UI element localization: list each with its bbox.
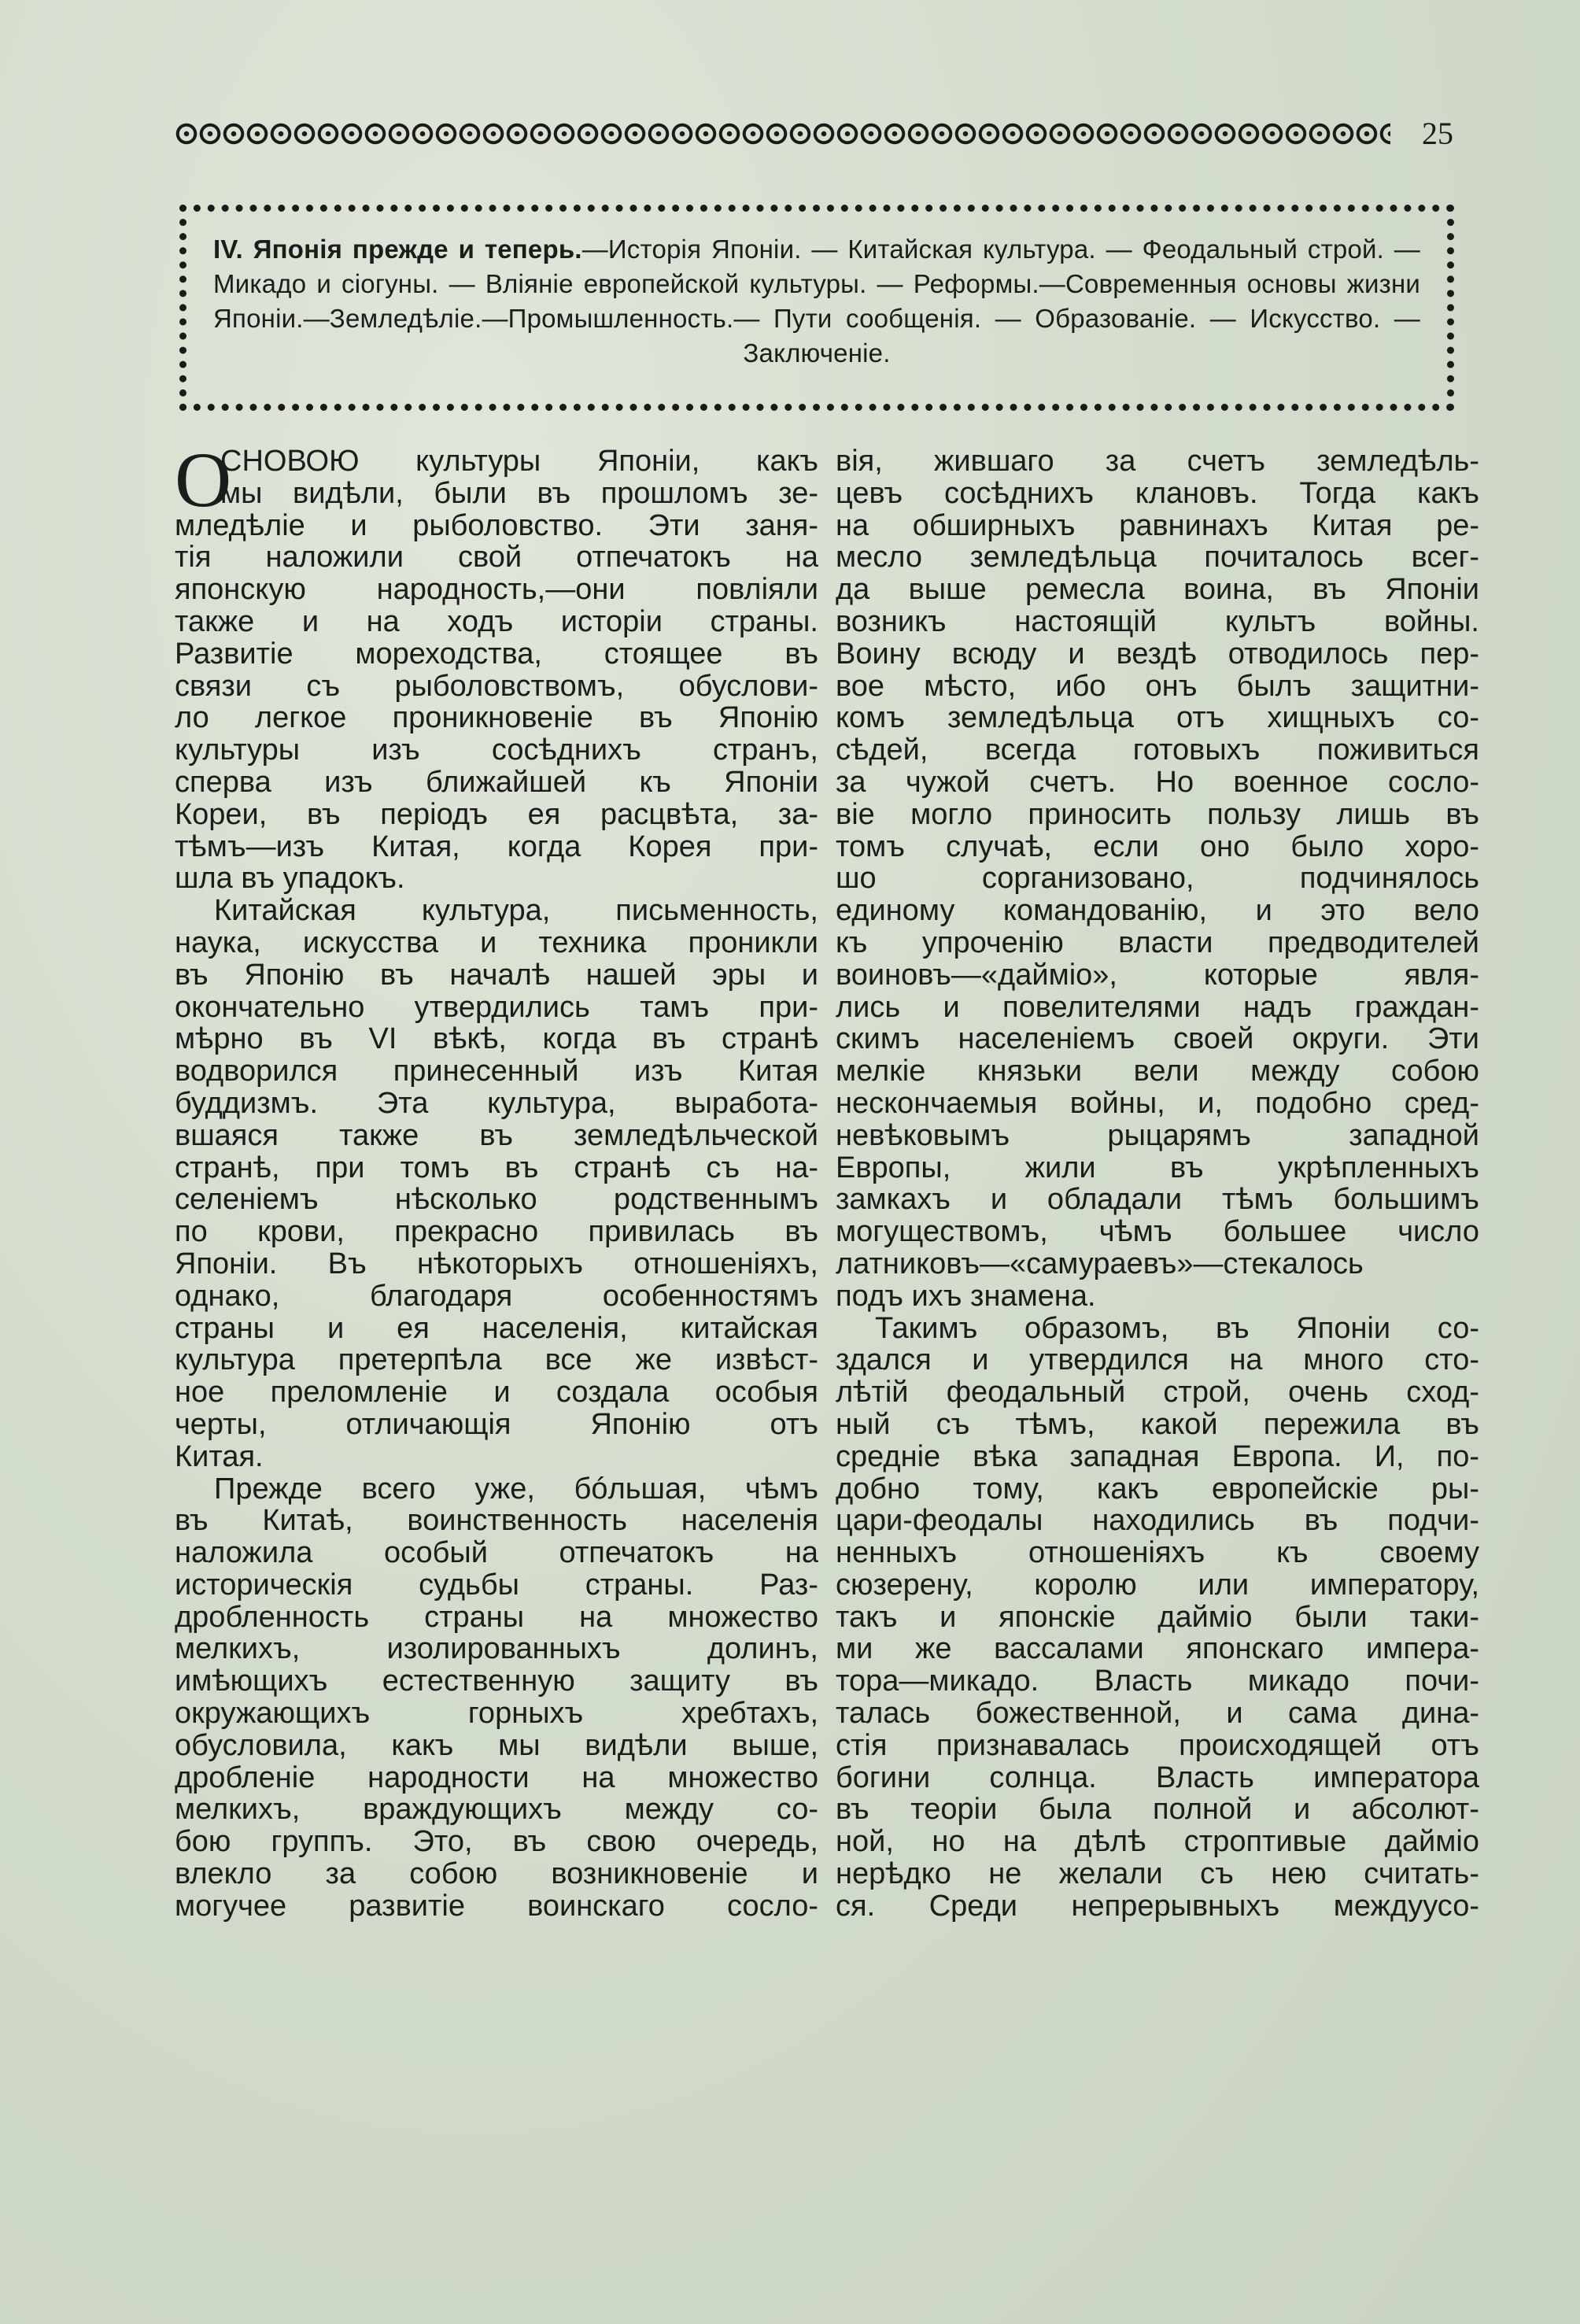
chapter-topics: —Исторія Японіи. — Китайская культура. — Феодальный строй. — Микадо и сіогуны. — Вліяніе европейской культуры. — Реформы.—Современныя основы жизни Японіи.—Земледѣліе.—Промышленность.— Пути сообщенія. — Образованіе. — Искусство. — Заключеніе. — [213, 235, 1420, 368]
text-column-left — [175, 436, 818, 1923]
text-line: тора—микадо. Власть микадо почи- — [836, 1664, 1479, 1698]
text-line: къ упроченію власти предводителей — [836, 926, 1479, 959]
text-line: Китая. — [175, 1439, 264, 1473]
text-line: единому командованію, и это вело — [836, 894, 1479, 928]
text-line: имѣющихъ естественную защиту въ — [175, 1664, 818, 1698]
text-line: тія наложили свой отпечатокъ на — [175, 541, 818, 575]
text-line: черты, отличающія Японію отъ — [175, 1407, 818, 1441]
text-line: лѣтій феодальный строй, очень сход- — [836, 1376, 1479, 1410]
text-line: месло земледѣльца почиталось всег- — [836, 541, 1479, 575]
text-line: ное преломленіе и создала особыя — [175, 1376, 818, 1410]
text-line: дробленіе народности на множество — [175, 1761, 818, 1794]
drop-cap: О — [175, 436, 232, 523]
text-line: невѣковымъ рыцарямъ западной — [836, 1118, 1479, 1152]
text-line: вое мѣсто, ибо онъ былъ защитни- — [836, 669, 1479, 703]
text-line: шла въ упадокъ. — [175, 862, 405, 896]
text-line: мледѣліе и рыболовство. Эти заня- — [175, 508, 818, 542]
text-line: средніе вѣка западная Европа. И, по- — [836, 1439, 1479, 1473]
text-line: буддизмъ. Эта культура, выработа- — [175, 1086, 818, 1120]
text-line: ло легкое проникновеніе въ Японію — [175, 701, 818, 735]
text-line: СНОВОЮ культуры Японіи, какъ — [220, 445, 818, 478]
page-header — [175, 118, 1473, 151]
text-line: страны и ея населенія, китайская — [175, 1311, 818, 1345]
text-line: сѣдей, всегда готовыхъ поживиться — [836, 733, 1479, 767]
text-column-right — [836, 445, 1479, 1923]
text-line: окружающихъ горныхъ хребтахъ, — [175, 1697, 818, 1731]
text-line: нерѣдко не желали съ нею считать- — [836, 1857, 1479, 1891]
text-line: тѣмъ—изъ Китая, когда Корея при- — [175, 829, 818, 863]
text-line: водворился принесенный изъ Китая — [175, 1055, 818, 1088]
text-line: историческія судьбы страны. Раз- — [175, 1568, 818, 1602]
page-number: 25 — [1422, 116, 1453, 151]
text-line: могуществомъ, чѣмъ большее число — [836, 1215, 1479, 1249]
text-line: добно тому, какъ европейскіе ры- — [836, 1472, 1479, 1506]
text-line: мелкіе князьки вели между собою — [836, 1055, 1479, 1088]
text-line: замкахъ и обладали тѣмъ большимъ — [836, 1183, 1479, 1217]
ornamental-rule — [175, 123, 1390, 145]
text-line: талась божественной, и сама дина- — [836, 1697, 1479, 1731]
text-line: вшаяся также въ земледѣльческой — [175, 1118, 818, 1152]
text-line: возникъ настоящій культъ войны. — [836, 604, 1479, 638]
text-line: въ теоріи была полной и абсолют- — [836, 1793, 1479, 1827]
text-line: по крови, прекрасно привилась въ — [175, 1215, 818, 1249]
text-line: Прежде всего уже, бóльшая, чѣмъ — [214, 1472, 818, 1506]
text-line: мы видѣли, были въ прошломъ зе- — [220, 476, 818, 510]
text-line: за чужой счетъ. Но военное сосло- — [836, 765, 1479, 799]
text-line: Китайская культура, письменность, — [214, 894, 818, 928]
text-line: да выше ремесла воина, въ Японіи — [836, 573, 1479, 607]
text-line: наука, искусства и техника проникли — [175, 926, 818, 959]
text-line: Кореи, въ періодъ ея расцвѣта, за- — [175, 797, 818, 831]
text-line: воиновъ—«дайміо», которые явля- — [836, 958, 1479, 992]
text-line: нескончаемыя войны, и, подобно сред- — [836, 1086, 1479, 1120]
text-line: стія признавалась происходящей отъ — [836, 1728, 1479, 1762]
text-line: комъ земледѣльца отъ хищныхъ со- — [836, 701, 1479, 735]
text-line: Европы, жили въ укрѣпленныхъ — [836, 1151, 1479, 1184]
text-line: мелкихъ, изолированныхъ долинъ, — [175, 1632, 818, 1666]
text-line: обусловила, какъ мы видѣли выше, — [175, 1728, 818, 1762]
text-line: сперва изъ ближайшей къ Японіи — [175, 765, 818, 799]
text-line: странѣ, при томъ въ странѣ съ на- — [175, 1151, 818, 1184]
text-line: японскую народность,—они повліяли — [175, 573, 818, 607]
text-line: однако, благодаря особенностямъ — [175, 1279, 818, 1313]
chapter-summary — [213, 232, 1420, 371]
text-line: вія, жившаго за счетъ земледѣль- — [836, 445, 1479, 478]
text-line: селеніемъ нѣсколько родственнымъ — [175, 1183, 818, 1217]
text-line: ный съ тѣмъ, какой пережила въ — [836, 1407, 1479, 1441]
text-line: также и на ходъ исторіи страны. — [175, 604, 818, 638]
text-line: ненныхъ отношеніяхъ къ своему — [836, 1536, 1479, 1570]
text-line: такъ и японскіе дайміо были таки- — [836, 1600, 1479, 1634]
text-line: богини солнца. Власть императора — [836, 1761, 1479, 1794]
text-line: культура претерпѣла все же извѣст- — [175, 1343, 818, 1377]
text-line: здался и утвердился на много сто- — [836, 1343, 1479, 1377]
text-line: лись и повелителями надъ граждан- — [836, 990, 1479, 1024]
text-line: въ Японію въ началѣ нашей эры и — [175, 958, 818, 992]
chapter-title: IV. Японія прежде и теперь. — [213, 235, 582, 264]
text-line: наложила особый отпечатокъ на — [175, 1536, 818, 1570]
text-line: мелкихъ, враждующихъ между со- — [175, 1793, 818, 1827]
text-line: культуры изъ сосѣднихъ странъ, — [175, 733, 818, 767]
text-line: віе могло приносить пользу лишь въ — [836, 797, 1479, 831]
text-line: въ Китаѣ, воинственность населенія — [175, 1504, 818, 1538]
text-line: латниковъ—«самураевъ»—стекалось — [836, 1247, 1364, 1280]
text-line: связи съ рыболовствомъ, обуслови- — [175, 669, 818, 703]
text-line: бою группъ. Это, въ свою очередь, — [175, 1825, 818, 1859]
chapter-summary-box — [179, 205, 1454, 411]
text-line: ся. Среди непрерывныхъ междуусо- — [836, 1889, 1479, 1923]
text-line: на обширныхъ равнинахъ Китая ре- — [836, 508, 1479, 542]
text-line: Развитіе мореходства, стоящее въ — [175, 637, 818, 671]
text-line: Японіи. Въ нѣкоторыхъ отношеніяхъ, — [175, 1247, 818, 1280]
text-line: ми же вассалами японскаго импера- — [836, 1632, 1479, 1666]
text-line: могучее развитіе воинскаго сосло- — [175, 1889, 818, 1923]
text-line: дробленность страны на множество — [175, 1600, 818, 1634]
text-line: сюзерену, королю или императору, — [836, 1568, 1479, 1602]
text-line: окончательно утвердились тамъ при- — [175, 990, 818, 1024]
text-line: томъ случаѣ, если оно было хоро- — [836, 829, 1479, 863]
text-line: цевъ сосѣднихъ клановъ. Тогда какъ — [836, 476, 1479, 510]
text-line: скимъ населеніемъ своей округи. Эти — [836, 1022, 1479, 1056]
text-line: подъ ихъ знамена. — [836, 1279, 1096, 1313]
text-line: шо сорганизовано, подчинялось — [836, 862, 1479, 896]
text-line: Такимъ образомъ, въ Японіи со- — [875, 1311, 1479, 1345]
text-line: Воину всюду и вездѣ отводилось пер- — [836, 637, 1479, 671]
text-line: влекло за собою возникновеніе и — [175, 1857, 818, 1891]
text-line: цари-феодалы находились въ подчи- — [836, 1504, 1479, 1538]
text-line: мѣрно въ VI вѣкѣ, когда въ странѣ — [175, 1022, 818, 1056]
text-line: ной, но на дѣлѣ строптивые дайміо — [836, 1825, 1479, 1859]
